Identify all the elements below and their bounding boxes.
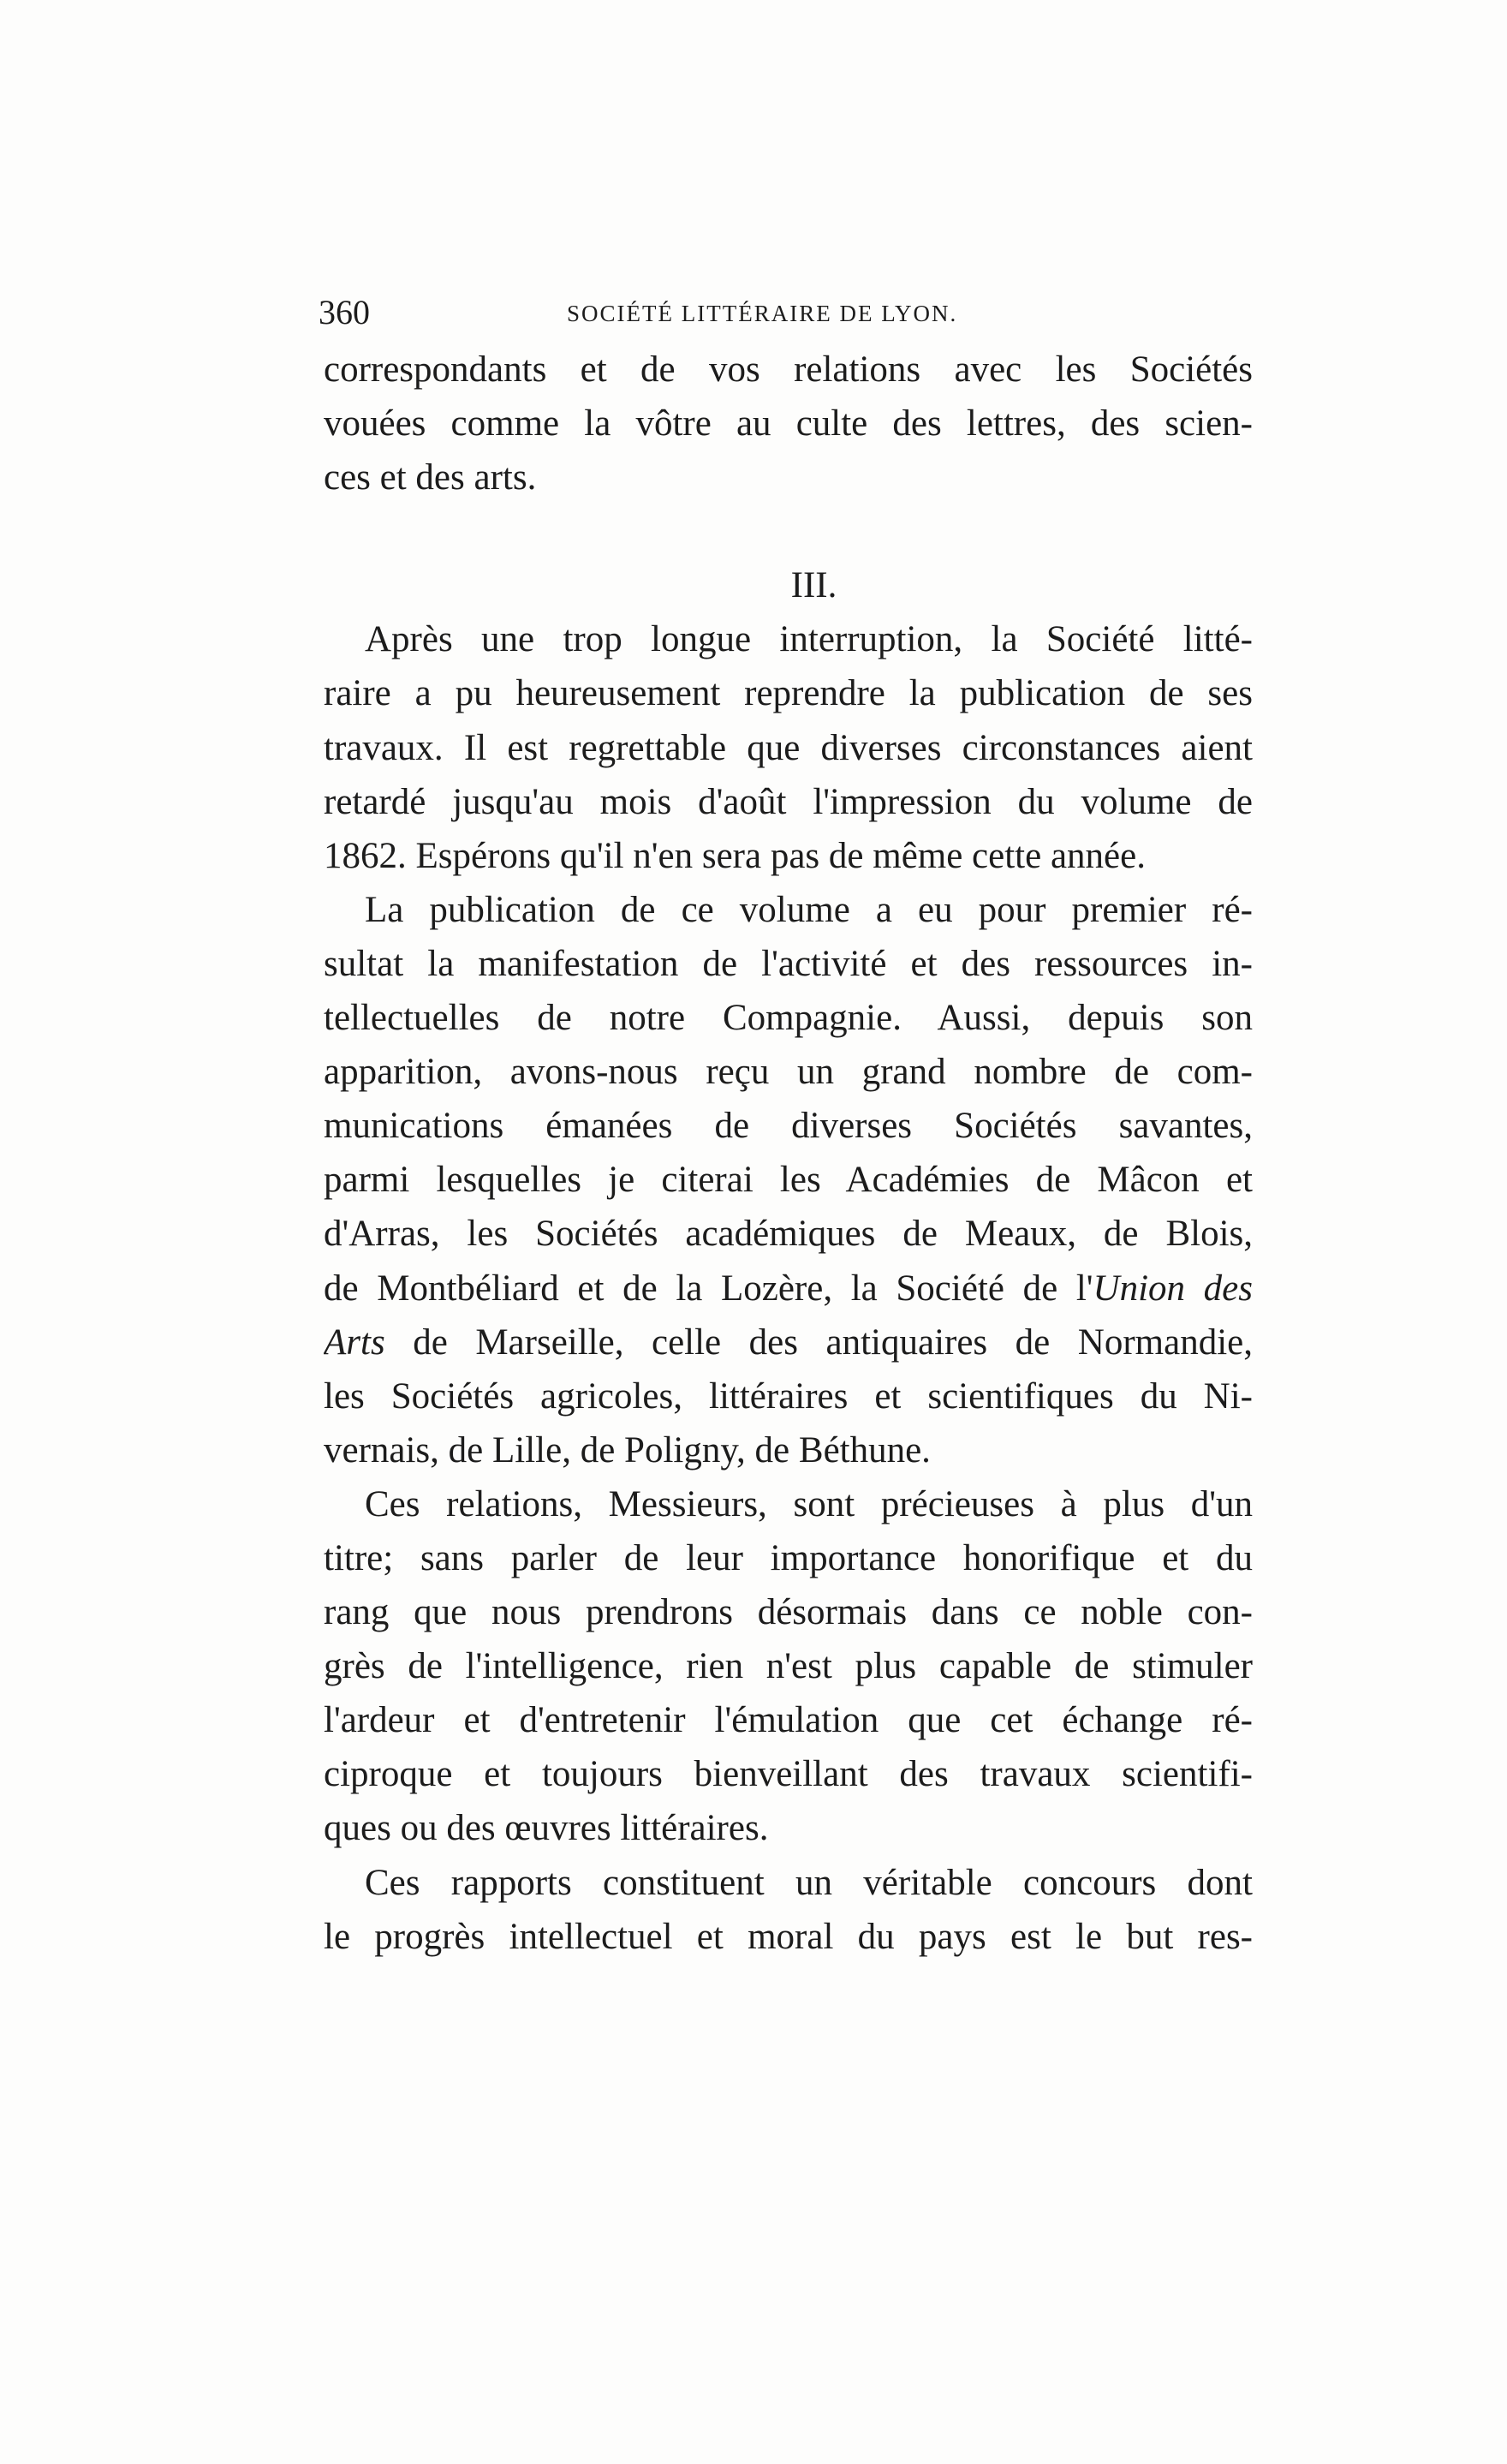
running-title: SOCIÉTÉ LITTÉRAIRE DE LYON. (567, 301, 958, 326)
text-line: l'ardeur et d'entretenir l'émulation que cet échange ré- (324, 1700, 1253, 1741)
text-line: les Sociétés agricoles, littéraires et scientifiques du Ni- (324, 1375, 1253, 1417)
text-line: vouées comme la vôtre au culte des lettres, des scien- (324, 403, 1253, 444)
text-line: titre; sans parler de leur importance honorifique et du (324, 1537, 1253, 1578)
text-line: vernais, de Lille, de Poligny, de Béthune. (324, 1429, 931, 1471)
text-line: d'Arras, les Sociétés académiques de Meaux, de Blois, (324, 1214, 1253, 1255)
text-line: La publication de ce volume a eu pour premier ré- (365, 889, 1253, 930)
text-line: 1862. Espérons qu'il n'en sera pas de même cette année. (324, 835, 1146, 876)
text-line: munications émanées de diverses Sociétés savantes, (324, 1106, 1253, 1147)
text-line: correspondants et de vos relations avec les Sociétés (324, 349, 1253, 390)
text-line: le progrès intellectuel et moral du pays est le but res- (324, 1916, 1253, 1957)
text-line: sultat la manifestation de l'activité et des ressources in- (324, 943, 1253, 984)
text-line: retardé jusqu'au mois d'août l'impression du volume de (324, 781, 1253, 822)
text-line: grès de l'intelligence, rien n'est plus capable de stimuler (324, 1646, 1253, 1687)
italic-title: Arts (324, 1321, 385, 1363)
text-line: ciproque et toujours bienveillant des travaux scientifi- (324, 1754, 1253, 1795)
section-heading: III. (790, 565, 837, 606)
text-line: ques ou des œuvres littéraires. (324, 1808, 769, 1849)
italic-title: Union des (1093, 1268, 1253, 1309)
text-line: rang que nous prendrons désormais dans ce noble con- (324, 1592, 1253, 1633)
text-line: apparition, avons-nous reçu un grand nombre de com- (324, 1052, 1253, 1093)
text-line: Après une trop longue interruption, la Société litté- (365, 619, 1253, 660)
text-line (324, 1262, 1253, 1316)
text-line: tellectuelles de notre Compagnie. Aussi, depuis son (324, 998, 1253, 1039)
text-run: de Marseille, celle des antiquaires de Normandie, (384, 1321, 1253, 1363)
text-line: Ces rapports constituent un véritable concours dont (365, 1862, 1253, 1903)
text-line: ces et des arts. (324, 457, 537, 498)
text-line: Ces relations, Messieurs, sont précieuses à plus d'un (365, 1483, 1253, 1524)
page-header (319, 291, 1239, 334)
body-text (324, 343, 1253, 1964)
text-line: travaux. Il est regrettable que diverses circonstances aient (324, 727, 1253, 768)
section-spacer (324, 504, 1253, 558)
page-number: 360 (319, 293, 370, 331)
text-line: parmi lesquelles je citerai les Académies de Mâcon et (324, 1160, 1253, 1201)
text-line (324, 1316, 1253, 1369)
text-run: de Montbéliard et de la Lozère, la Société de l' (324, 1268, 1093, 1309)
text-line: raire a pu heureusement reprendre la publication de ses (324, 673, 1253, 714)
